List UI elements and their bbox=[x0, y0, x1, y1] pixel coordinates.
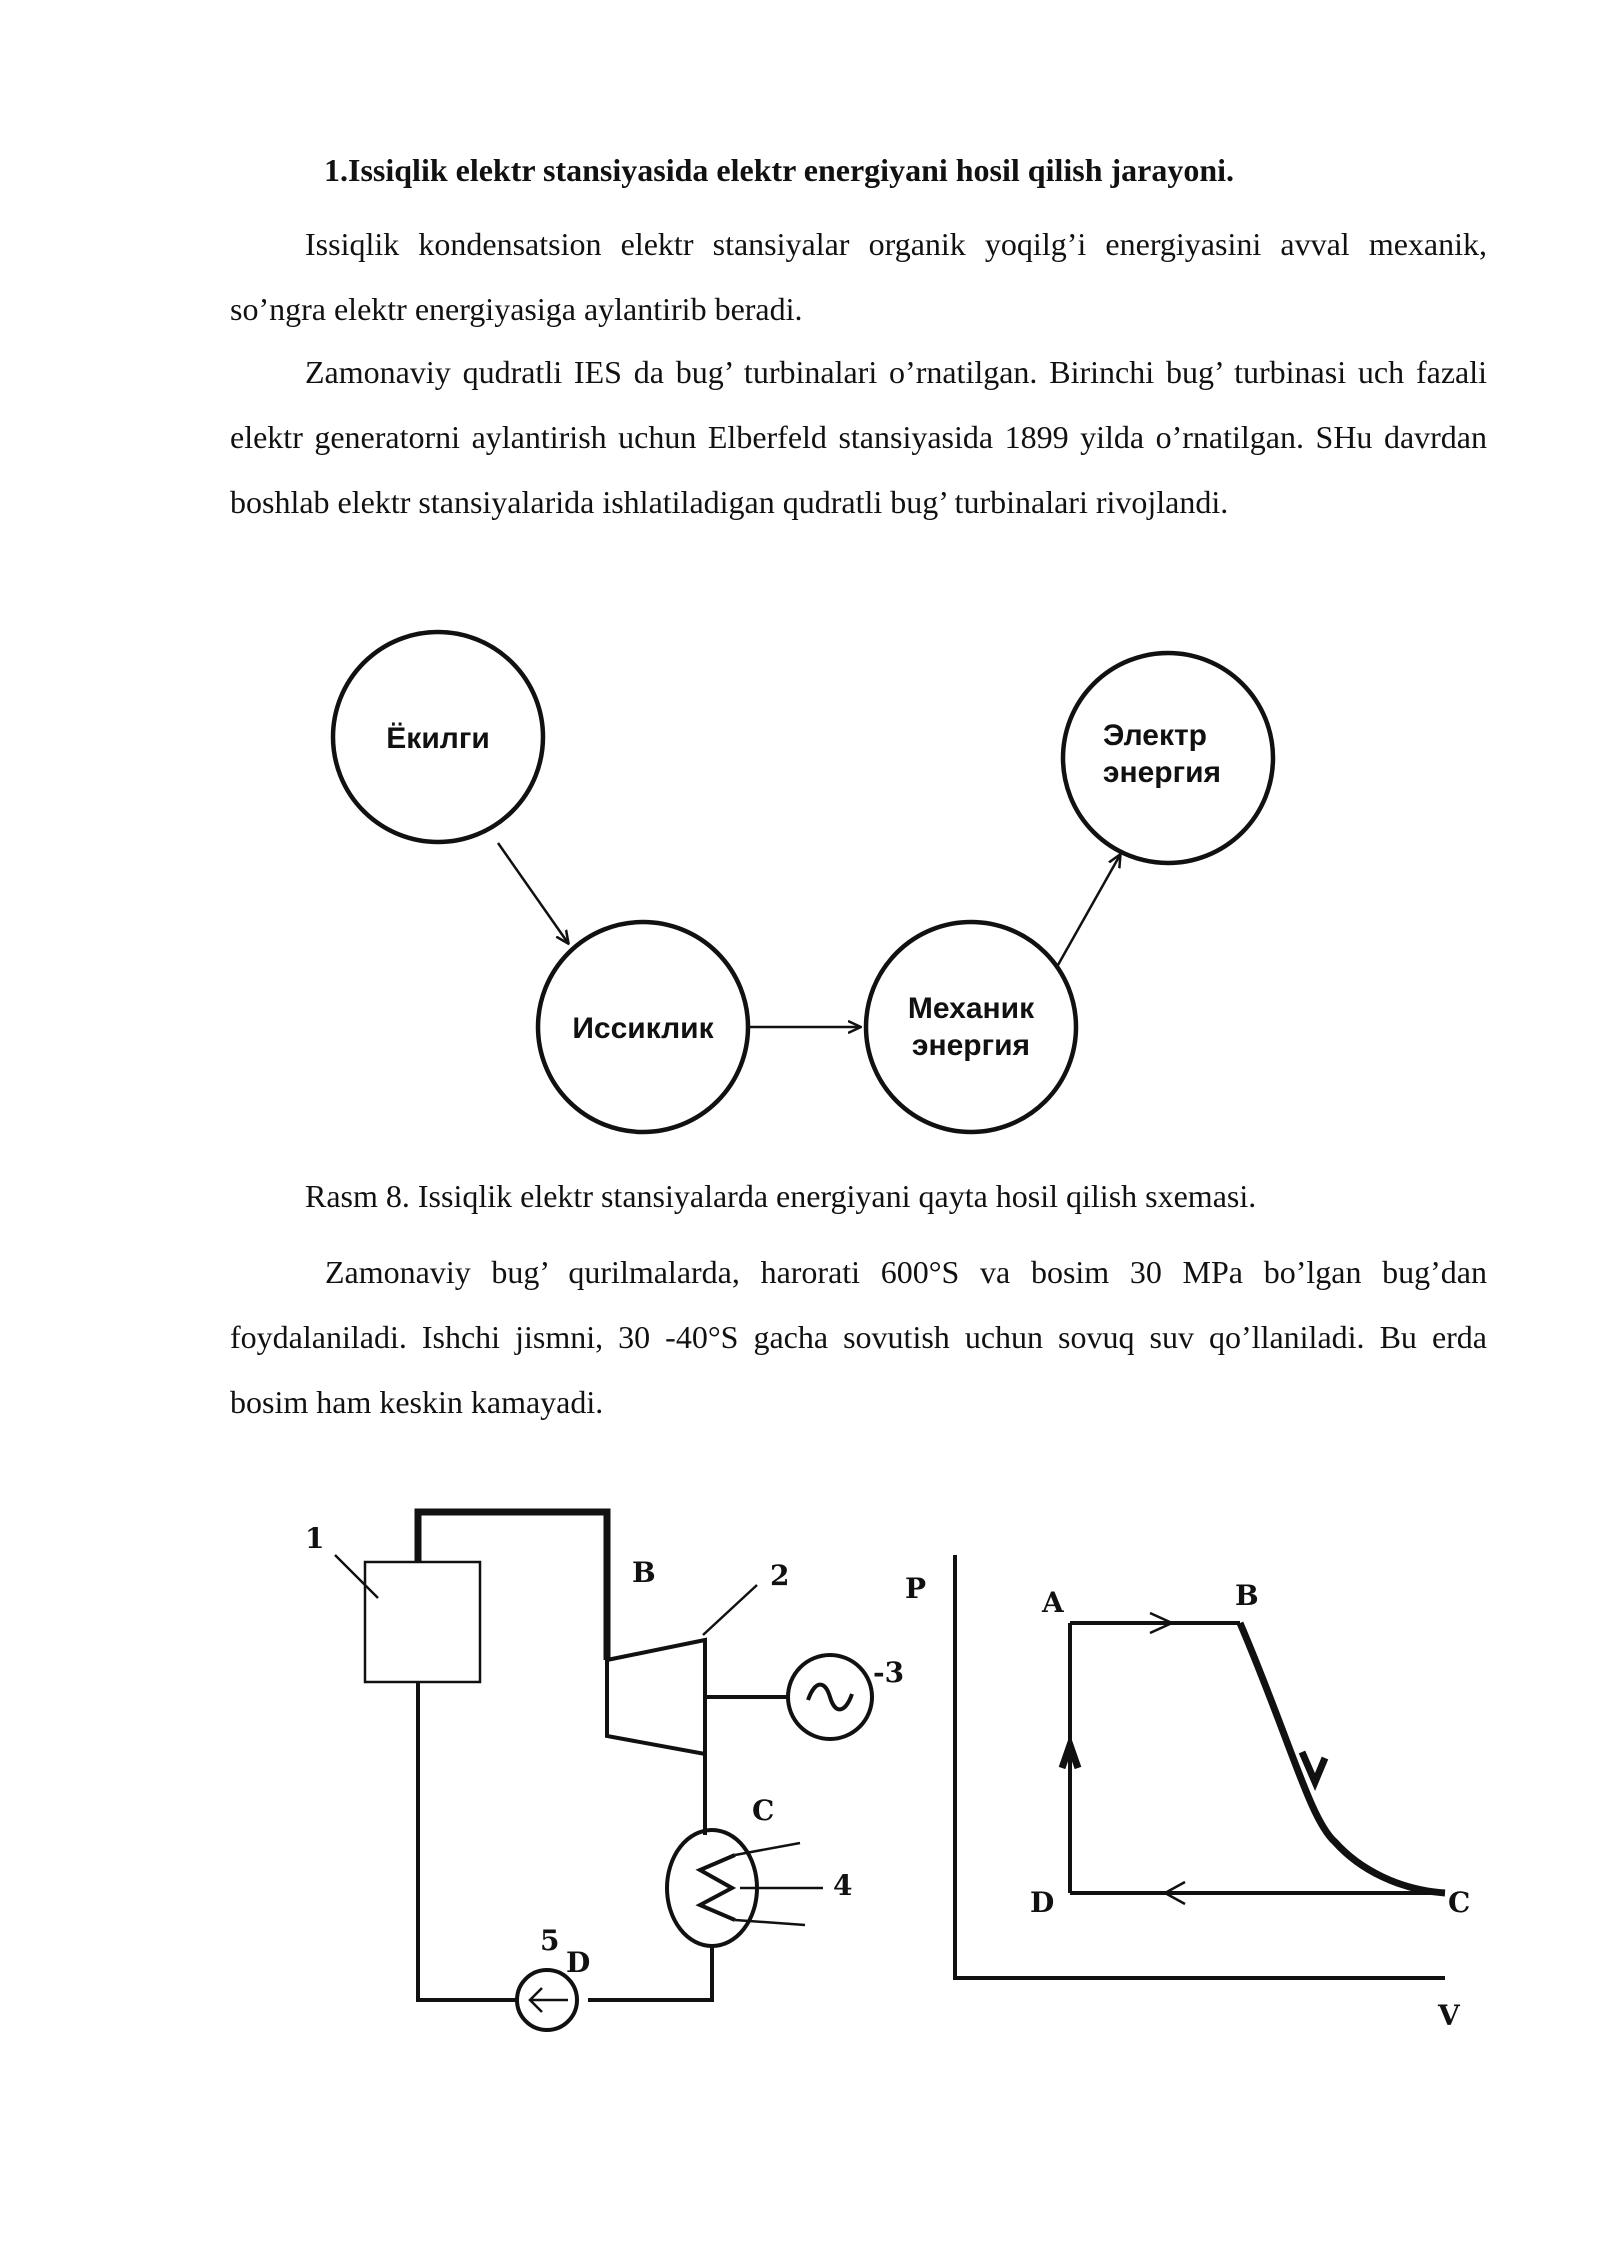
paragraph-2: Zamonaviy qudratli IES da bug’ turbinalari o’rnatilgan. Birinchi bug’ turbinasi uch fazali elektr generatorni aylantirish uchun Elberfeld stansiyasida 1899 yilda o’rnatilgan. SHu davrdan boshlab elektr stansiyalarida ishlatiladigan qudratli bug’ turbinalari rivojlandi. bbox=[230, 354, 1487, 520]
node-electric-energy bbox=[1063, 653, 1273, 863]
energy-flow-diagram bbox=[333, 632, 1273, 1132]
node-heat-label: Иссиклик bbox=[572, 1012, 714, 1045]
point-B: B bbox=[1235, 1579, 1259, 1612]
label-D: D bbox=[566, 1946, 591, 1979]
node-mech-label-1: Механик bbox=[907, 992, 1035, 1025]
label-1: 1 bbox=[305, 1522, 325, 1555]
pv-axes bbox=[955, 1555, 1445, 1978]
cycle-b-c bbox=[1240, 1623, 1445, 1893]
node-mech-label-2: энергия bbox=[911, 1029, 1031, 1062]
node-fuel bbox=[333, 632, 543, 842]
axis-label-p: P bbox=[905, 1572, 927, 1605]
arrow-mech-to-elec bbox=[1058, 855, 1120, 965]
node-fuel-label: Ёкилги bbox=[386, 722, 490, 755]
boiler-box bbox=[365, 1562, 480, 1682]
point-D: D bbox=[1030, 1886, 1055, 1919]
node-heat bbox=[538, 922, 748, 1132]
arrow-fuel-to-heat bbox=[498, 843, 568, 943]
paragraph-1: Issiqlik kondensatsion elektr stansiyalar organik yoqilg’i energiyasini avval mexanik, so’ngra elektr energiyasiga aylantirib beradi. bbox=[230, 226, 1487, 327]
pv-diagram bbox=[905, 1555, 1470, 2032]
thermal-plant-scheme bbox=[305, 1512, 904, 2030]
label-5: 5 bbox=[540, 1924, 560, 1957]
steam-line bbox=[418, 1512, 607, 1660]
return-line-right bbox=[588, 1946, 712, 2000]
point-A: A bbox=[1042, 1586, 1064, 1619]
return-line-left bbox=[418, 1682, 517, 2000]
point-C: C bbox=[1448, 1886, 1471, 1919]
node-elec-label-2: энергия bbox=[1102, 756, 1222, 789]
turbine bbox=[607, 1640, 705, 1754]
label-C: C bbox=[752, 1794, 775, 1827]
node-elec-label-1: Электр bbox=[1103, 719, 1207, 752]
pump-arrow-icon bbox=[530, 1988, 568, 2012]
arrow-b-c bbox=[1302, 1752, 1325, 1782]
paragraph-3: Zamonaviy bug’ qurilmalarda, harorati 600°S va bosim 30 MPa bo’lgan bug’dan foydalaniladi. Ishchi jismni, 30 -40°S gacha sovutish uchun sovuq suv qo’llaniladi. Bu erda bosim ham keskin kamayadi. bbox=[230, 1254, 1487, 1420]
label-2-leader bbox=[703, 1585, 757, 1635]
label-B: B bbox=[632, 1556, 656, 1589]
label-2: 2 bbox=[770, 1559, 790, 1592]
section-heading: 1.Issiqlik elektr stansiyasida elektr energiyani hosil qilish jarayoni. bbox=[324, 152, 1235, 188]
label-3: -3 bbox=[873, 1656, 905, 1689]
generator-sine-icon bbox=[808, 1685, 852, 1710]
condenser-coil bbox=[700, 1855, 735, 1920]
node-mechanical-energy bbox=[866, 922, 1076, 1132]
axis-label-v: V bbox=[1438, 1999, 1460, 2032]
label-4: 4 bbox=[833, 1869, 853, 1902]
figure-caption: Rasm 8. Issiqlik elektr stansiyalarda energiyani qayta hosil qilish sxemasi. bbox=[305, 1178, 1257, 1214]
